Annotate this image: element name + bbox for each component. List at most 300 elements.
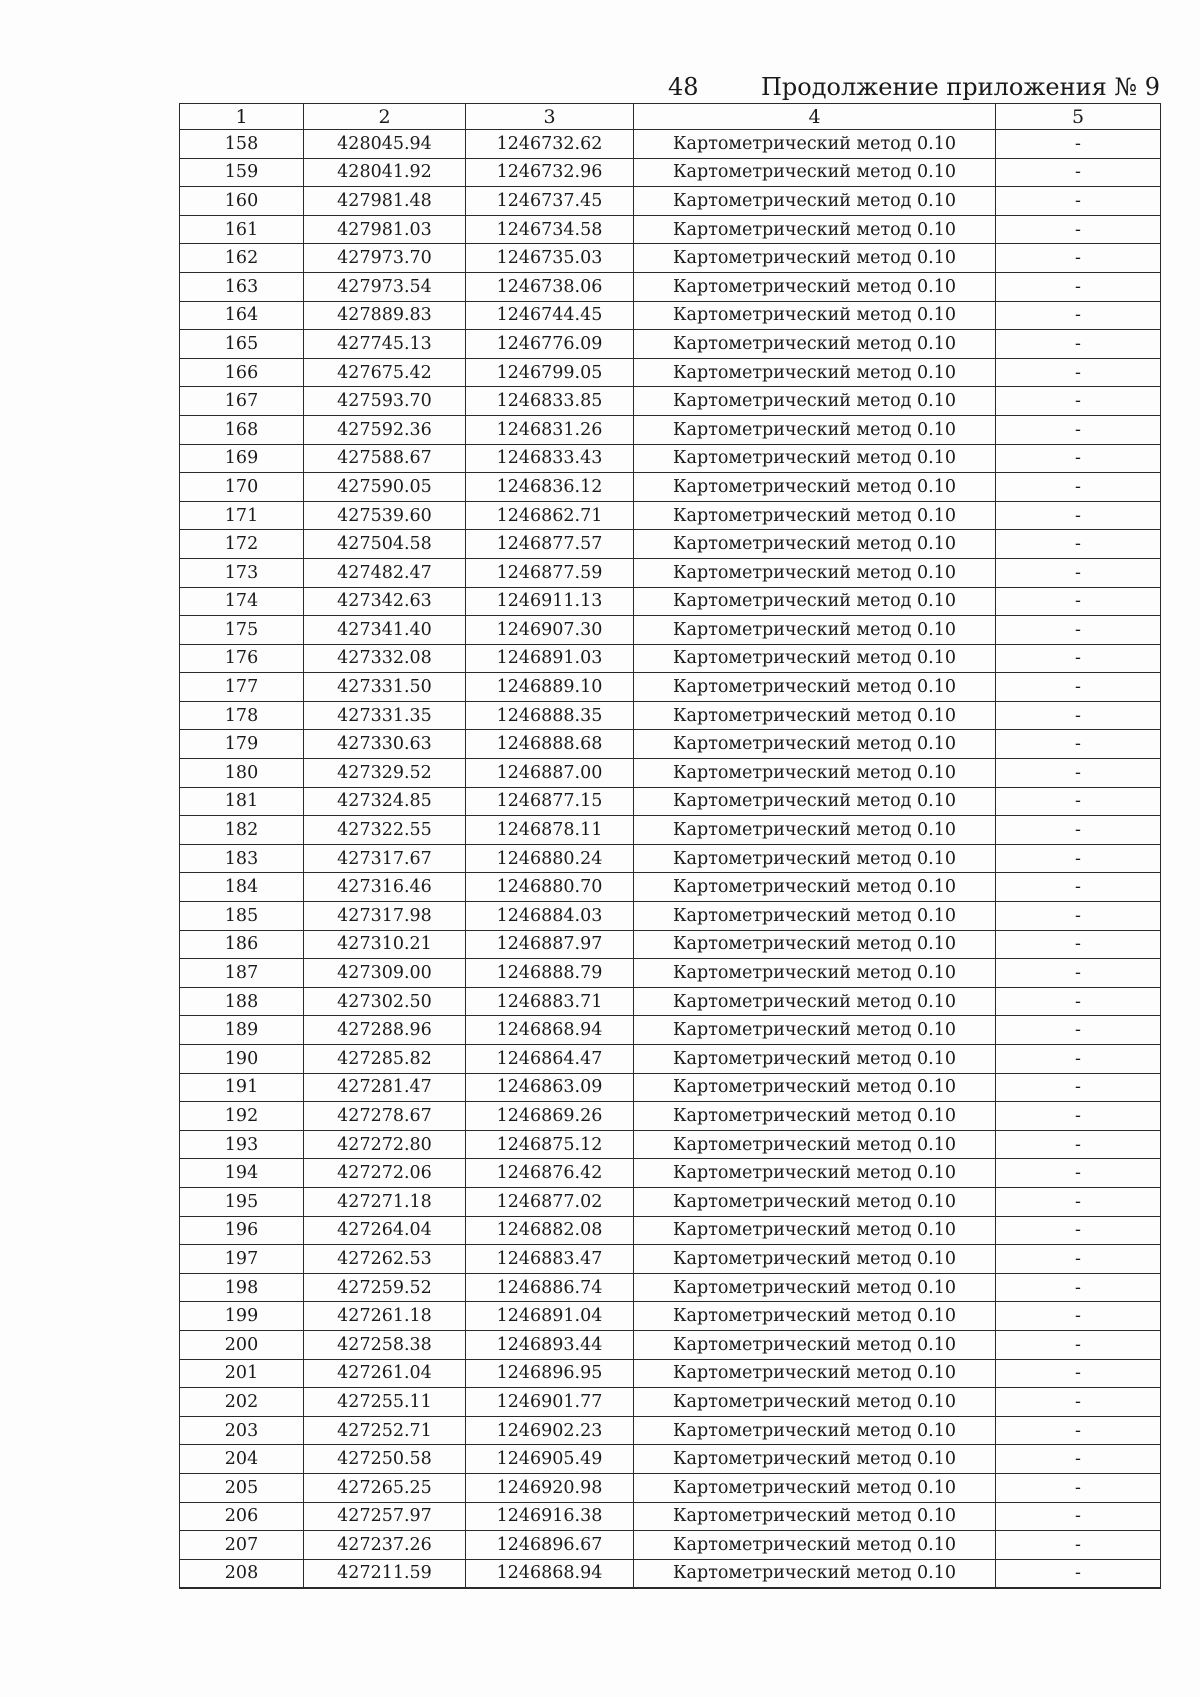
point-number-cell: 192 <box>180 1102 304 1131</box>
point-number-cell: 164 <box>180 301 304 330</box>
note-cell: - <box>996 816 1161 845</box>
table-row <box>180 587 1161 616</box>
column-header: 2 <box>304 104 466 130</box>
x-coordinate-cell: 427255.11 <box>304 1388 466 1417</box>
point-number-cell: 160 <box>180 187 304 216</box>
point-number-cell: 188 <box>180 987 304 1016</box>
y-coordinate-cell: 1246880.70 <box>466 873 634 902</box>
table-row <box>180 1216 1161 1245</box>
note-cell: - <box>996 330 1161 359</box>
method-cell: Картометрический метод 0.10 <box>634 272 996 301</box>
x-coordinate-cell: 427259.52 <box>304 1273 466 1302</box>
note-cell: - <box>996 1045 1161 1074</box>
method-cell: Картометрический метод 0.10 <box>634 444 996 473</box>
y-coordinate-cell: 1246732.96 <box>466 158 634 187</box>
x-coordinate-cell: 427316.46 <box>304 873 466 902</box>
table-row <box>180 558 1161 587</box>
point-number-cell: 161 <box>180 215 304 244</box>
table-row <box>180 1102 1161 1131</box>
method-cell: Картометрический метод 0.10 <box>634 244 996 273</box>
note-cell: - <box>996 130 1161 159</box>
y-coordinate-cell: 1246877.02 <box>466 1187 634 1216</box>
point-number-cell: 159 <box>180 158 304 187</box>
table-row <box>180 444 1161 473</box>
table-row <box>180 158 1161 187</box>
method-cell: Картометрический метод 0.10 <box>634 1302 996 1331</box>
point-number-cell: 167 <box>180 387 304 416</box>
x-coordinate-cell: 427285.82 <box>304 1045 466 1074</box>
page-number: 48 <box>668 73 699 101</box>
point-number-cell: 178 <box>180 701 304 730</box>
x-coordinate-cell: 428045.94 <box>304 130 466 159</box>
note-cell: - <box>996 1216 1161 1245</box>
point-number-cell: 205 <box>180 1473 304 1502</box>
point-number-cell: 199 <box>180 1302 304 1331</box>
table-row <box>180 1559 1161 1588</box>
point-number-cell: 163 <box>180 272 304 301</box>
table-body <box>180 130 1161 1589</box>
x-coordinate-cell: 427257.97 <box>304 1502 466 1531</box>
column-header: 5 <box>996 104 1161 130</box>
x-coordinate-cell: 427973.54 <box>304 272 466 301</box>
point-number-cell: 208 <box>180 1559 304 1588</box>
point-number-cell: 194 <box>180 1159 304 1188</box>
table-row <box>180 244 1161 273</box>
method-cell: Картометрический метод 0.10 <box>634 415 996 444</box>
method-cell: Картометрический метод 0.10 <box>634 1102 996 1131</box>
point-number-cell: 198 <box>180 1273 304 1302</box>
table-row <box>180 530 1161 559</box>
method-cell: Картометрический метод 0.10 <box>634 1559 996 1588</box>
method-cell: Картометрический метод 0.10 <box>634 644 996 673</box>
table-row <box>180 1187 1161 1216</box>
note-cell: - <box>996 387 1161 416</box>
column-header: 3 <box>466 104 634 130</box>
method-cell: Картометрический метод 0.10 <box>634 959 996 988</box>
y-coordinate-cell: 1246878.11 <box>466 816 634 845</box>
method-cell: Картометрический метод 0.10 <box>634 158 996 187</box>
note-cell: - <box>996 1473 1161 1502</box>
x-coordinate-cell: 427265.25 <box>304 1473 466 1502</box>
y-coordinate-cell: 1246920.98 <box>466 1473 634 1502</box>
note-cell: - <box>996 1302 1161 1331</box>
y-coordinate-cell: 1246893.44 <box>466 1330 634 1359</box>
note-cell: - <box>996 187 1161 216</box>
y-coordinate-cell: 1246833.43 <box>466 444 634 473</box>
table-row <box>180 787 1161 816</box>
method-cell: Картометрический метод 0.10 <box>634 1045 996 1074</box>
point-number-cell: 162 <box>180 244 304 273</box>
x-coordinate-cell: 427889.83 <box>304 301 466 330</box>
table-row <box>180 644 1161 673</box>
y-coordinate-cell: 1246868.94 <box>466 1559 634 1588</box>
point-number-cell: 183 <box>180 844 304 873</box>
table-row <box>180 844 1161 873</box>
method-cell: Картометрический метод 0.10 <box>634 1330 996 1359</box>
table-row <box>180 616 1161 645</box>
point-number-cell: 158 <box>180 130 304 159</box>
point-number-cell: 201 <box>180 1359 304 1388</box>
table-row <box>180 673 1161 702</box>
table-row <box>180 1073 1161 1102</box>
y-coordinate-cell: 1246836.12 <box>466 473 634 502</box>
y-coordinate-cell: 1246776.09 <box>466 330 634 359</box>
table-row <box>180 1016 1161 1045</box>
method-cell: Картометрический метод 0.10 <box>634 701 996 730</box>
x-coordinate-cell: 427272.06 <box>304 1159 466 1188</box>
x-coordinate-cell: 427539.60 <box>304 501 466 530</box>
y-coordinate-cell: 1246744.45 <box>466 301 634 330</box>
note-cell: - <box>996 158 1161 187</box>
column-header: 4 <box>634 104 996 130</box>
x-coordinate-cell: 427264.04 <box>304 1216 466 1245</box>
point-number-cell: 182 <box>180 816 304 845</box>
method-cell: Картометрический метод 0.10 <box>634 844 996 873</box>
method-cell: Картометрический метод 0.10 <box>634 759 996 788</box>
note-cell: - <box>996 1359 1161 1388</box>
note-cell: - <box>996 1445 1161 1474</box>
point-number-cell: 170 <box>180 473 304 502</box>
y-coordinate-cell: 1246891.03 <box>466 644 634 673</box>
note-cell: - <box>996 444 1161 473</box>
note-cell: - <box>996 215 1161 244</box>
y-coordinate-cell: 1246911.13 <box>466 587 634 616</box>
note-cell: - <box>996 1388 1161 1417</box>
note-cell: - <box>996 701 1161 730</box>
table-row <box>180 1502 1161 1531</box>
x-coordinate-cell: 427331.35 <box>304 701 466 730</box>
point-number-cell: 171 <box>180 501 304 530</box>
x-coordinate-cell: 427324.85 <box>304 787 466 816</box>
point-number-cell: 200 <box>180 1330 304 1359</box>
point-number-cell: 175 <box>180 616 304 645</box>
y-coordinate-cell: 1246901.77 <box>466 1388 634 1417</box>
y-coordinate-cell: 1246916.38 <box>466 1502 634 1531</box>
table-row <box>180 301 1161 330</box>
y-coordinate-cell: 1246875.12 <box>466 1130 634 1159</box>
x-coordinate-cell: 427482.47 <box>304 558 466 587</box>
table-row <box>180 1245 1161 1274</box>
y-coordinate-cell: 1246907.30 <box>466 616 634 645</box>
point-number-cell: 168 <box>180 415 304 444</box>
table-row <box>180 1416 1161 1445</box>
x-coordinate-cell: 427237.26 <box>304 1531 466 1560</box>
method-cell: Картометрический метод 0.10 <box>634 1445 996 1474</box>
method-cell: Картометрический метод 0.10 <box>634 330 996 359</box>
y-coordinate-cell: 1246883.71 <box>466 987 634 1016</box>
y-coordinate-cell: 1246883.47 <box>466 1245 634 1274</box>
note-cell: - <box>996 873 1161 902</box>
y-coordinate-cell: 1246735.03 <box>466 244 634 273</box>
point-number-cell: 172 <box>180 530 304 559</box>
note-cell: - <box>996 1502 1161 1531</box>
y-coordinate-cell: 1246887.00 <box>466 759 634 788</box>
y-coordinate-cell: 1246905.49 <box>466 1445 634 1474</box>
point-number-cell: 169 <box>180 444 304 473</box>
note-cell: - <box>996 987 1161 1016</box>
point-number-cell: 173 <box>180 558 304 587</box>
method-cell: Картометрический метод 0.10 <box>634 1159 996 1188</box>
note-cell: - <box>996 473 1161 502</box>
y-coordinate-cell: 1246882.08 <box>466 1216 634 1245</box>
y-coordinate-cell: 1246833.85 <box>466 387 634 416</box>
note-cell: - <box>996 730 1161 759</box>
x-coordinate-cell: 427272.80 <box>304 1130 466 1159</box>
method-cell: Картометрический метод 0.10 <box>634 987 996 1016</box>
x-coordinate-cell: 427271.18 <box>304 1187 466 1216</box>
table-row <box>180 1359 1161 1388</box>
note-cell: - <box>996 959 1161 988</box>
x-coordinate-cell: 427973.70 <box>304 244 466 273</box>
y-coordinate-cell: 1246889.10 <box>466 673 634 702</box>
method-cell: Картометрический метод 0.10 <box>634 1502 996 1531</box>
point-number-cell: 187 <box>180 959 304 988</box>
point-number-cell: 181 <box>180 787 304 816</box>
method-cell: Картометрический метод 0.10 <box>634 530 996 559</box>
y-coordinate-cell: 1246877.59 <box>466 558 634 587</box>
note-cell: - <box>996 587 1161 616</box>
method-cell: Картометрический метод 0.10 <box>634 816 996 845</box>
point-number-cell: 174 <box>180 587 304 616</box>
x-coordinate-cell: 427211.59 <box>304 1559 466 1588</box>
x-coordinate-cell: 427261.18 <box>304 1302 466 1331</box>
method-cell: Картометрический метод 0.10 <box>634 187 996 216</box>
table-row <box>180 1531 1161 1560</box>
table-row <box>180 1045 1161 1074</box>
point-number-cell: 166 <box>180 358 304 387</box>
point-number-cell: 207 <box>180 1531 304 1560</box>
x-coordinate-cell: 427593.70 <box>304 387 466 416</box>
y-coordinate-cell: 1246887.97 <box>466 930 634 959</box>
note-cell: - <box>996 1073 1161 1102</box>
table-row <box>180 816 1161 845</box>
table-row <box>180 358 1161 387</box>
method-cell: Картометрический метод 0.10 <box>634 358 996 387</box>
note-cell: - <box>996 673 1161 702</box>
method-cell: Картометрический метод 0.10 <box>634 1016 996 1045</box>
method-cell: Картометрический метод 0.10 <box>634 616 996 645</box>
point-number-cell: 184 <box>180 873 304 902</box>
y-coordinate-cell: 1246888.79 <box>466 959 634 988</box>
note-cell: - <box>996 844 1161 873</box>
method-cell: Картометрический метод 0.10 <box>634 473 996 502</box>
method-cell: Картометрический метод 0.10 <box>634 930 996 959</box>
x-coordinate-cell: 427317.98 <box>304 902 466 931</box>
method-cell: Картометрический метод 0.10 <box>634 1473 996 1502</box>
x-coordinate-cell: 427504.58 <box>304 530 466 559</box>
point-number-cell: 180 <box>180 759 304 788</box>
table-row <box>180 1273 1161 1302</box>
method-cell: Картометрический метод 0.10 <box>634 1073 996 1102</box>
note-cell: - <box>996 1273 1161 1302</box>
table-row <box>180 1159 1161 1188</box>
x-coordinate-cell: 427258.38 <box>304 1330 466 1359</box>
table-row <box>180 415 1161 444</box>
table-row <box>180 187 1161 216</box>
table-row <box>180 130 1161 159</box>
appendix-title: Продолжение приложения № 9 <box>760 73 1160 101</box>
y-coordinate-cell: 1246732.62 <box>466 130 634 159</box>
y-coordinate-cell: 1246734.58 <box>466 215 634 244</box>
x-coordinate-cell: 427590.05 <box>304 473 466 502</box>
x-coordinate-cell: 427278.67 <box>304 1102 466 1131</box>
y-coordinate-cell: 1246888.68 <box>466 730 634 759</box>
x-coordinate-cell: 427250.58 <box>304 1445 466 1474</box>
note-cell: - <box>996 1130 1161 1159</box>
note-cell: - <box>996 1330 1161 1359</box>
y-coordinate-cell: 1246877.15 <box>466 787 634 816</box>
table-row <box>180 1302 1161 1331</box>
table-row <box>180 473 1161 502</box>
point-number-cell: 195 <box>180 1187 304 1216</box>
table-row <box>180 987 1161 1016</box>
note-cell: - <box>996 902 1161 931</box>
method-cell: Картометрический метод 0.10 <box>634 1130 996 1159</box>
x-coordinate-cell: 427588.67 <box>304 444 466 473</box>
x-coordinate-cell: 427310.21 <box>304 930 466 959</box>
table-row <box>180 1445 1161 1474</box>
y-coordinate-cell: 1246891.04 <box>466 1302 634 1331</box>
x-coordinate-cell: 427329.52 <box>304 759 466 788</box>
x-coordinate-cell: 427281.47 <box>304 1073 466 1102</box>
method-cell: Картометрический метод 0.10 <box>634 1273 996 1302</box>
y-coordinate-cell: 1246902.23 <box>466 1416 634 1445</box>
x-coordinate-cell: 427302.50 <box>304 987 466 1016</box>
note-cell: - <box>996 501 1161 530</box>
point-number-cell: 189 <box>180 1016 304 1045</box>
y-coordinate-cell: 1246886.74 <box>466 1273 634 1302</box>
point-number-cell: 190 <box>180 1045 304 1074</box>
y-coordinate-cell: 1246868.94 <box>466 1016 634 1045</box>
method-cell: Картометрический метод 0.10 <box>634 787 996 816</box>
page-header <box>0 72 1160 102</box>
x-coordinate-cell: 427342.63 <box>304 587 466 616</box>
point-number-cell: 179 <box>180 730 304 759</box>
x-coordinate-cell: 427262.53 <box>304 1245 466 1274</box>
method-cell: Картометрический метод 0.10 <box>634 501 996 530</box>
y-coordinate-cell: 1246737.45 <box>466 187 634 216</box>
y-coordinate-cell: 1246896.67 <box>466 1531 634 1560</box>
table-row <box>180 930 1161 959</box>
table-row <box>180 272 1161 301</box>
point-number-cell: 197 <box>180 1245 304 1274</box>
note-cell: - <box>996 1416 1161 1445</box>
method-cell: Картометрический метод 0.10 <box>634 673 996 702</box>
table-row <box>180 1130 1161 1159</box>
y-coordinate-cell: 1246862.71 <box>466 501 634 530</box>
table-row <box>180 215 1161 244</box>
y-coordinate-cell: 1246896.95 <box>466 1359 634 1388</box>
x-coordinate-cell: 427317.67 <box>304 844 466 873</box>
note-cell: - <box>996 1245 1161 1274</box>
method-cell: Картометрический метод 0.10 <box>634 1359 996 1388</box>
note-cell: - <box>996 415 1161 444</box>
x-coordinate-cell: 427981.03 <box>304 215 466 244</box>
point-number-cell: 203 <box>180 1416 304 1445</box>
method-cell: Картометрический метод 0.10 <box>634 1531 996 1560</box>
method-cell: Картометрический метод 0.10 <box>634 130 996 159</box>
y-coordinate-cell: 1246799.05 <box>466 358 634 387</box>
table-row <box>180 330 1161 359</box>
point-number-cell: 177 <box>180 673 304 702</box>
x-coordinate-cell: 427592.36 <box>304 415 466 444</box>
coordinates-table <box>179 103 1161 1589</box>
point-number-cell: 185 <box>180 902 304 931</box>
x-coordinate-cell: 427261.04 <box>304 1359 466 1388</box>
table-row <box>180 701 1161 730</box>
y-coordinate-cell: 1246738.06 <box>466 272 634 301</box>
point-number-cell: 202 <box>180 1388 304 1417</box>
method-cell: Картометрический метод 0.10 <box>634 587 996 616</box>
x-coordinate-cell: 427322.55 <box>304 816 466 845</box>
note-cell: - <box>996 1159 1161 1188</box>
table-header-row <box>180 104 1161 130</box>
note-cell: - <box>996 644 1161 673</box>
point-number-cell: 193 <box>180 1130 304 1159</box>
x-coordinate-cell: 427252.71 <box>304 1416 466 1445</box>
x-coordinate-cell: 428041.92 <box>304 158 466 187</box>
y-coordinate-cell: 1246864.47 <box>466 1045 634 1074</box>
point-number-cell: 165 <box>180 330 304 359</box>
method-cell: Картометрический метод 0.10 <box>634 873 996 902</box>
note-cell: - <box>996 1187 1161 1216</box>
method-cell: Картометрический метод 0.10 <box>634 902 996 931</box>
note-cell: - <box>996 787 1161 816</box>
method-cell: Картометрический метод 0.10 <box>634 301 996 330</box>
note-cell: - <box>996 244 1161 273</box>
x-coordinate-cell: 427309.00 <box>304 959 466 988</box>
point-number-cell: 176 <box>180 644 304 673</box>
point-number-cell: 191 <box>180 1073 304 1102</box>
note-cell: - <box>996 616 1161 645</box>
x-coordinate-cell: 427341.40 <box>304 616 466 645</box>
column-header: 1 <box>180 104 304 130</box>
note-cell: - <box>996 1559 1161 1588</box>
x-coordinate-cell: 427332.08 <box>304 644 466 673</box>
point-number-cell: 196 <box>180 1216 304 1245</box>
note-cell: - <box>996 272 1161 301</box>
table-row <box>180 959 1161 988</box>
y-coordinate-cell: 1246877.57 <box>466 530 634 559</box>
y-coordinate-cell: 1246869.26 <box>466 1102 634 1131</box>
table-row <box>180 1330 1161 1359</box>
note-cell: - <box>996 1102 1161 1131</box>
note-cell: - <box>996 1531 1161 1560</box>
y-coordinate-cell: 1246888.35 <box>466 701 634 730</box>
method-cell: Картометрический метод 0.10 <box>634 558 996 587</box>
note-cell: - <box>996 1016 1161 1045</box>
table-row <box>180 730 1161 759</box>
table-row <box>180 1473 1161 1502</box>
note-cell: - <box>996 358 1161 387</box>
note-cell: - <box>996 558 1161 587</box>
method-cell: Картометрический метод 0.10 <box>634 215 996 244</box>
y-coordinate-cell: 1246876.42 <box>466 1159 634 1188</box>
table-row <box>180 759 1161 788</box>
table-row <box>180 902 1161 931</box>
point-number-cell: 186 <box>180 930 304 959</box>
y-coordinate-cell: 1246831.26 <box>466 415 634 444</box>
note-cell: - <box>996 301 1161 330</box>
x-coordinate-cell: 427331.50 <box>304 673 466 702</box>
x-coordinate-cell: 427675.42 <box>304 358 466 387</box>
x-coordinate-cell: 427745.13 <box>304 330 466 359</box>
note-cell: - <box>996 530 1161 559</box>
note-cell: - <box>996 930 1161 959</box>
table-row <box>180 1388 1161 1417</box>
method-cell: Картометрический метод 0.10 <box>634 1187 996 1216</box>
table-row <box>180 387 1161 416</box>
